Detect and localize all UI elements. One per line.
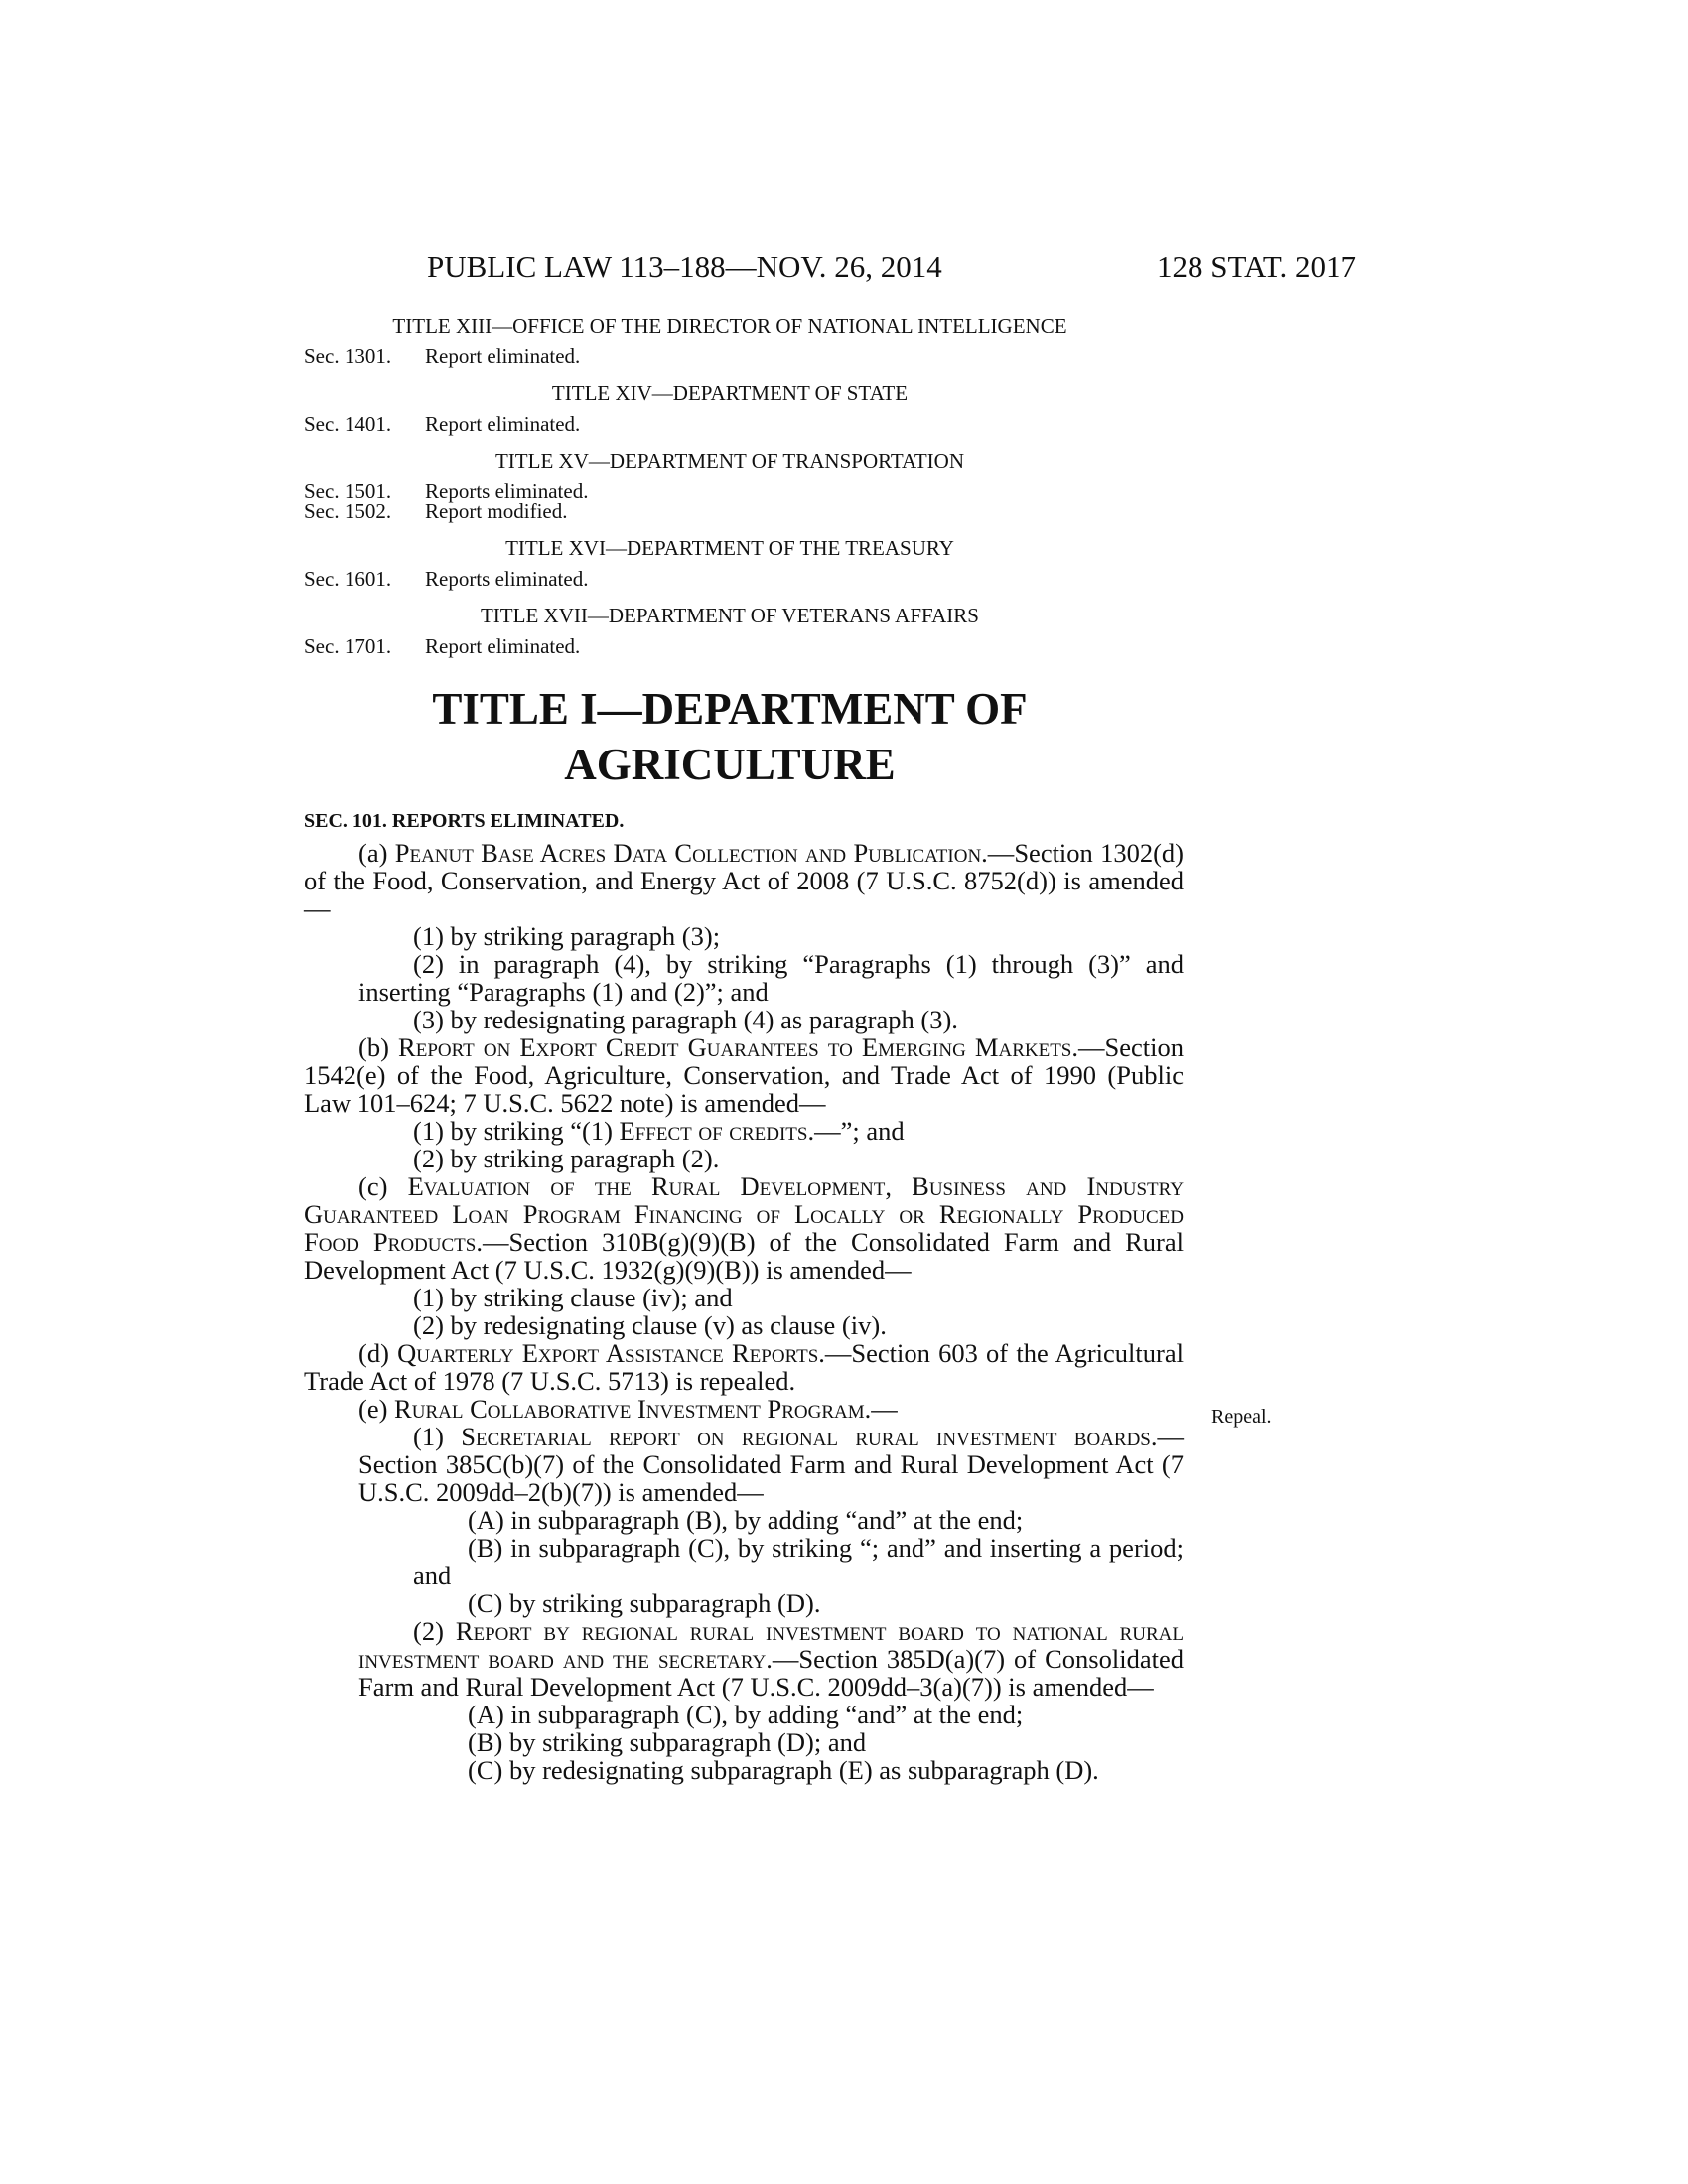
paragraph: (2) in paragraph (4), by striking “Paragraphs (1) through (3)” and inserting “Paragraphs (1) and (2)”; and: [358, 949, 1184, 1007]
toc-title: TITLE XVII—DEPARTMENT OF VETERANS AFFAIRS: [480, 604, 979, 627]
running-header: PUBLIC LAW 113–188—NOV. 26, 2014: [427, 249, 942, 284]
subparagraph: (A) in subparagraph (C), by adding “and” at the end;: [468, 1700, 1024, 1729]
subsection-a: (a) Peanut Base Acres Data Collection and Publication.—Section 1302(d) of the Food, Conservation, and Energy Act of 2008 (7 U.S.C. 8752(d)) is amended—: [304, 838, 1185, 923]
paragraph: (3) by redesignating paragraph (4) as paragraph (3).: [413, 1005, 958, 1034]
subsection-c: (c) Evaluation of the Rural Development, Business and Industry Guaranteed Loan Program Financing of Locally or Regionally Produced Food Products.—Section 310B(g)(9)(B) of the Consolidated Farm and Rural Development Act (7 U.S.C. 1932(g)(9)(B)) is amended—: [304, 1171, 1184, 1285]
subsection-d: (d) Quarterly Export Assistance Reports.—Section 603 of the Agricultural Trade Act of 1978 (7 U.S.C. 5713) is repealed.: [304, 1338, 1184, 1396]
toc-entry: Sec. 1502. Report modified.: [304, 499, 568, 523]
paragraph: (2) Report by regional rural investment board to national rural investment board and the secretary.—Section 385D(a)(7) of Consolidated Farm and Rural Development Act (7 U.S.C. 2009dd–3(a)(7)) is amended—: [358, 1616, 1184, 1702]
subparagraph: (B) by striking subparagraph (D); and: [468, 1727, 867, 1757]
statute-page-number: 128 STAT. 2017: [1157, 249, 1357, 284]
paragraph: (1) Secretarial report on regional rural investment boards.—Section 385C(b)(7) of the Consolidated Farm and Rural Development Act (7 U.S.C. 2009dd–2(b)(7)) is amended—: [358, 1422, 1184, 1507]
subparagraph: (C) by striking subparagraph (D).: [468, 1588, 821, 1618]
toc-title: TITLE XIII—OFFICE OF THE DIRECTOR OF NATIONAL INTELLIGENCE: [392, 314, 1067, 338]
subparagraph: (B) in subparagraph (C), by striking “; and” and inserting a period; and: [413, 1533, 1184, 1590]
paragraph: (2) by redesignating clause (v) as clause (iv).: [413, 1310, 887, 1340]
toc-title: TITLE XIV—DEPARTMENT OF STATE: [551, 381, 909, 405]
subparagraph: (A) in subparagraph (B), by adding “and” at the end;: [468, 1505, 1024, 1535]
toc-title: TITLE XV—DEPARTMENT OF TRANSPORTATION: [494, 449, 965, 473]
paragraph: (1) by striking clause (iv); and: [413, 1283, 733, 1312]
section-heading: SEC. 101. REPORTS ELIMINATED.: [304, 810, 625, 832]
paragraph: (1) by striking paragraph (3);: [413, 921, 721, 951]
toc-entry: Sec. 1601. Reports eliminated.: [304, 567, 589, 591]
toc-entry: Sec. 1701. Report eliminated.: [304, 634, 581, 658]
paragraph: (2) by striking paragraph (2).: [413, 1144, 720, 1173]
subparagraph: (C) by redesignating subparagraph (E) as subparagraph (D).: [468, 1755, 1099, 1785]
margin-note-repeal: Repeal.: [1211, 1406, 1272, 1428]
toc-title: TITLE XVI—DEPARTMENT OF THE TREASURY: [505, 536, 954, 560]
toc-entry: Sec. 1301. Report eliminated.: [304, 344, 581, 368]
subsection-b: (b) Report on Export Credit Guarantees to Emerging Markets.—Section 1542(e) of the Food, Agriculture, Conservation, and Trade Act of 1990 (Public Law 101–624; 7 U.S.C. 5622 note) is amended—: [304, 1032, 1184, 1118]
page-title: TITLE I—DEPARTMENT OF AGRICULTURE: [432, 684, 1028, 789]
toc-entry: Sec. 1501. Reports eliminated.: [304, 479, 589, 503]
section-body: [304, 839, 1184, 1784]
paragraph: (1) by striking “(1) Effect of credits.—”; and: [413, 1116, 905, 1146]
toc-entry: Sec. 1401. Report eliminated.: [304, 412, 581, 436]
subsection-e: (e) Rural Collaborative Investment Program.—: [358, 1394, 898, 1424]
